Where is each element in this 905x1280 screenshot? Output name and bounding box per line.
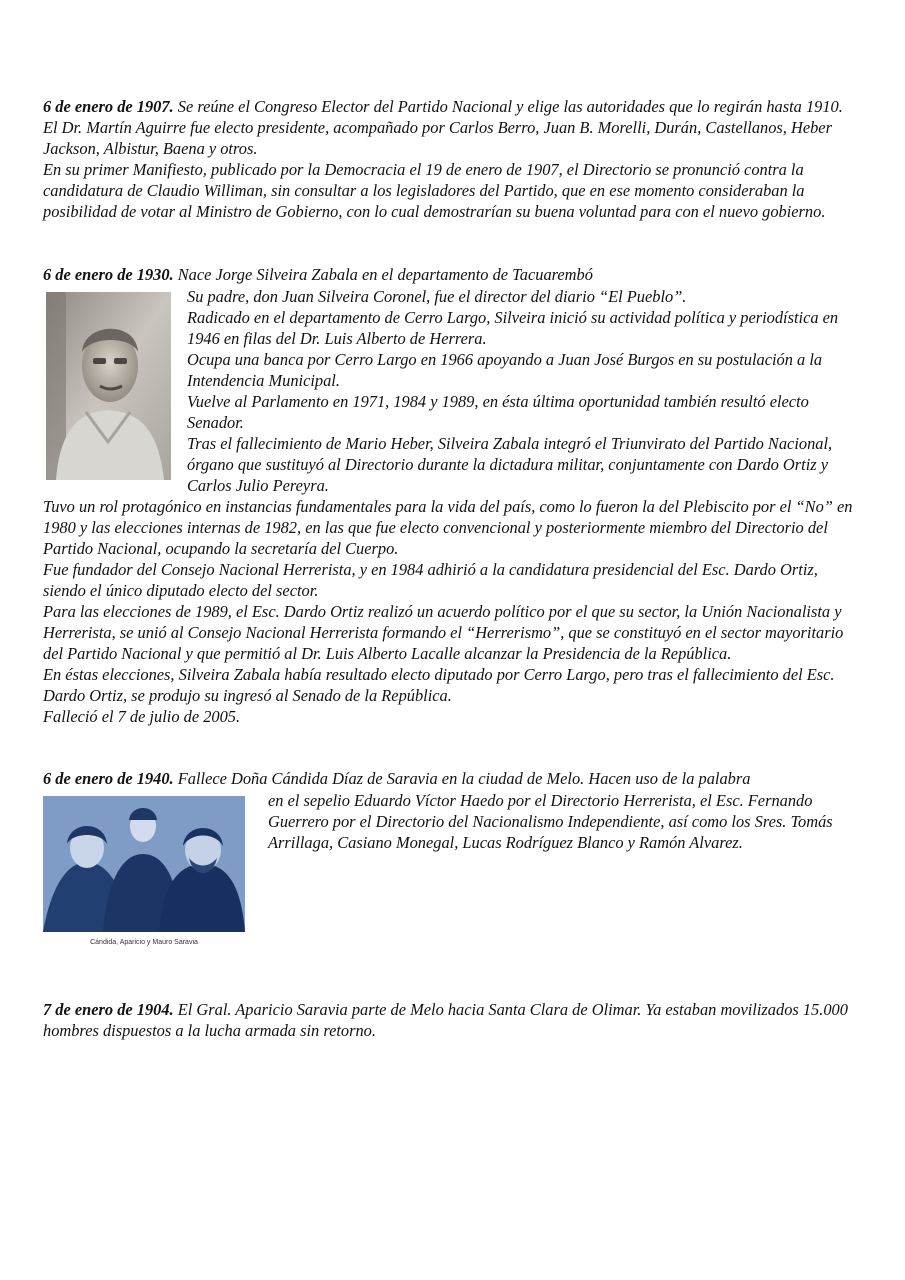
entry-text: El Gral. Aparicio Saravia parte de Melo hacia Santa Clara de Olimar. Ya estaban movilizados 15.000 hombres dispuestos a la lucha armada sin retorno. — [43, 1000, 848, 1040]
paragraph: Tuvo un rol protagónico en instancias fundamentales para la vida del país, como lo fueron la del Plebiscito por el “No” en 1980 y las elecciones internas de 1982, en las que fue electo convencional y posteriormente miembro del Directorio del Partido Nacional, ocupando la secretaría del Cuerpo. — [43, 497, 853, 558]
entry-date: 6 de enero de 1940. — [43, 769, 174, 788]
paragraph: Vuelve al Parlamento en 1971, 1984 y 1989, en ésta última oportunidad también resultó electo Senador. — [187, 392, 809, 432]
entry-text: Fallece Doña Cándida Díaz de Saravia en la ciudad de Melo. Hacen uso de la palabra — [173, 769, 751, 788]
entry-1940-heading — [43, 768, 858, 789]
paragraph: en el sepelio Eduardo Víctor Haedo por el Directorio Herrerista, el Esc. Fernando Guerrero por el Directorio del Nacionalismo Independiente, así como los Sres. Tomás Arrillaga, Casiano Monegal, Lucas Rodríguez Blanco y Ramón Alvarez. — [268, 791, 833, 852]
entry-date: 7 de enero de 1904. — [43, 1000, 174, 1019]
paragraph: Fue fundador del Consejo Nacional Herrerista, y en 1984 adhirió a la candidatura presidencial del Esc. Dardo Ortiz, siendo el único diputado electo del sector. — [43, 560, 818, 600]
entry-1907-paragraph — [43, 96, 858, 159]
entry-text: Nace Jorge Silveira Zabala en el departamento de Tacuarembó — [173, 265, 593, 284]
entry-date: 6 de enero de 1930. — [43, 265, 174, 284]
portrait-photo-silveira-zabala — [46, 292, 171, 480]
photo-saravia-family — [43, 796, 245, 948]
paragraph: Su padre, don Juan Silveira Coronel, fue el director del diario “El Pueblo”. — [187, 287, 687, 306]
entry-1907-manifesto-paragraph: En su primer Manifiesto, publicado por la Democracia el 19 de enero de 1907, el Directorio se pronunció contra la candidatura de Claudio Williman, sin consultar a los legisladores del Partido, que en ese momento consideraban la posibilidad de votar al Ministro de Gobierno, con lo cual demostrarían su buena voluntad para con el nuevo gobierno. — [43, 160, 826, 221]
entry-1907 — [43, 96, 858, 222]
paragraph: En éstas elecciones, Silveira Zabala había resultado electo diputado por Cerro Largo, pero tras el fallecimiento del Esc. Dardo Ortiz, se produjo su ingresó al Senado de la República. — [43, 665, 835, 705]
entry-1930-heading — [43, 264, 858, 285]
photo-caption: Cándida, Aparicio y Mauro Saravia — [90, 939, 198, 946]
entry-date: 6 de enero de 1907. — [43, 97, 174, 116]
paragraph: Falleció el 7 de julio de 2005. — [43, 707, 241, 726]
paragraph: Radicado en el departamento de Cerro Largo, Silveira inició su actividad política y periodística en 1946 en filas del Dr. Luis Alberto de Herrera. — [187, 308, 839, 348]
entry-1930-beside-photo-text — [187, 286, 859, 496]
paragraph: Para las elecciones de 1989, el Esc. Dardo Ortiz realizó un acuerdo político por el que su sector, la Unión Nacionalista y Herrerista, se unió al Consejo Nacional Herrerista formando el “Herrerismo”, que se constituyó en el sector mayoritario del Partido Nacional y que permitió al Dr. Luis Alberto Lacalle alcanzar la Presidencia de la República. — [43, 602, 844, 663]
entry-text: Se reúne el Congreso Elector del Partido Nacional y elige las autoridades que lo regirán hasta 1910. El Dr. Martín Aguirre fue electo presidente, acompañado por Carlos Berro, Juan B. Morelli, Durán, Castellanos, Heber Jackson, Albistur, Baena y otros. — [43, 97, 843, 158]
entry-1940-beside-photo-text — [268, 790, 858, 853]
entry-1930-continued — [43, 496, 858, 727]
paragraph: Ocupa una banca por Cerro Largo en 1966 apoyando a Juan José Burgos en su postulación a la Intendencia Municipal. — [187, 350, 823, 390]
paragraph: Tras el fallecimiento de Mario Heber, Silveira Zabala integró el Triunvirato del Partido Nacional, órgano que sustituyó al Directorio durante la dictadura militar, conjuntamente con Dardo Ortiz y Carlos Julio Pereyra. — [187, 434, 833, 495]
entry-1904 — [43, 999, 858, 1041]
